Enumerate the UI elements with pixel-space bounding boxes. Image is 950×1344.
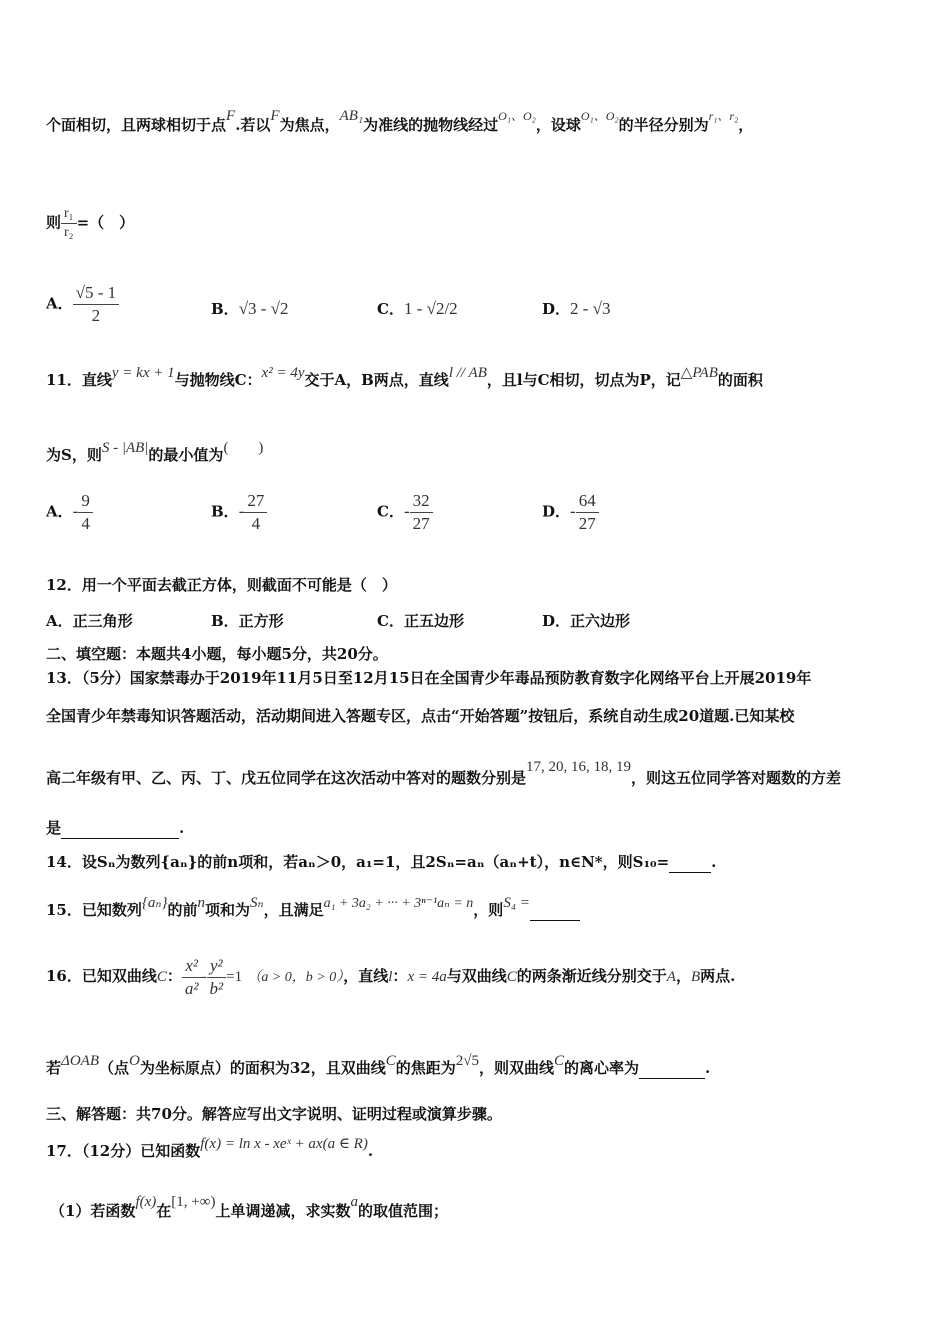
q13-line1: 13．（5分）国家禁毒办于2019年11月5日至12月15日在全国青少年毒品预防教育数字化网络平台上开展2019年 <box>46 669 812 687</box>
q10-option-b: B．√3 - √2 <box>211 299 289 318</box>
q14-line: 14．设Sₙ为数列{aₙ}的前n项和，若aₙ＞0，a₁=1，且2Sₙ=aₙ（aₙ+t），n∈N*，则S₁₀= . <box>46 853 717 871</box>
q16-answer-blank[interactable] <box>639 1058 705 1079</box>
q13-line4: 是 . <box>46 819 185 837</box>
section-3-heading: 三、解答题：共70分。解答应写出文字说明、证明过程或演算步骤。 <box>46 1105 502 1123</box>
q13-line2: 全国青少年禁毒知识答题活动，活动期间进入答题专区，点击“开始答题”按钮后，系统自动生成20道题.已知某校 <box>46 707 795 725</box>
q12-option-c: C．正五边形 <box>377 612 464 630</box>
q13-answer-blank[interactable] <box>61 818 179 839</box>
q11-line1: 11．直线y = kx + 1与抛物线C：x² = 4y交于A，B两点，直线l // AB，且l与C相切，切点为P，记△PAB的面积 <box>46 365 763 389</box>
q11-option-b: B．- $\frac{27}{4}$ <box>211 490 267 535</box>
q10-option-a: A． $\frac{√5 - 1}{2}$ <box>46 282 119 327</box>
q17-line1: 17．（12分）已知函数f(x) = ln x - xeˣ + ax(a ∈ R). <box>46 1136 374 1160</box>
q12-stem: 12．用一个平面去截正方体，则截面不可能是（ ） <box>46 576 397 594</box>
q12-option-a: A．正三角形 <box>46 612 133 630</box>
q16-line2: 若ΔOAB（点O为坐标原点）的面积为32，且双曲线C的焦距为2√5，则双曲线C的离心率为 . <box>46 1053 711 1077</box>
q16-line1: 16．已知双曲线C： $\frac{\text{x²}}{\text{a²}}$ - $\frac{\text{y²}}{\text{b²}}$ =1 （a > 0，b > 0），直线l：x = 4a与双曲线C的两条渐近线分别交于A，B两点. <box>46 955 736 998</box>
q15-line: 15．已知数列{aₙ}的前n项和为Sₙ，且满足a₁ + 3a₂ + ··· + 3ⁿ⁻¹aₙ = n，则S₄ = <box>46 900 910 922</box>
q13-line3: 高二年级有甲、乙、丙、丁、戊五位同学在这次活动中答对的题数分别是17, 20, 16, 18, 19，则这五位同学答对题数的方差 <box>46 759 842 787</box>
section-2-heading: 二、填空题：本题共4小题，每小题5分，共20分。 <box>46 645 388 663</box>
q10-line2: 则 $\frac{\text{r₁}}{\text{r₂}}$ =（ ） <box>46 206 135 240</box>
q12-option-b: B．正方形 <box>211 612 284 630</box>
q11-option-c: C．- $\frac{32}{27}$ <box>377 490 433 535</box>
q14-answer-blank[interactable] <box>669 852 711 873</box>
q17-part1: （1）若函数f(x)在[1, +∞)上单调递减，求实数a的取值范围； <box>50 1194 448 1220</box>
q11-line2: 为S，则S - |AB|的最小值为( ) <box>46 440 264 464</box>
q12-option-d: D．正六边形 <box>542 612 631 630</box>
q10-option-c: C．1 - √2/2 <box>377 299 458 318</box>
q10-option-d: D．2 - √3 <box>542 299 611 318</box>
q10-line1: 个面相切，且两球相切于点F.若以F为焦点，AB₁为准线的抛物线经过$^{O_1、O_2}$，设球$^{O_1、O_2}$的半径分别为$^{r_1、r_2}$， <box>46 108 754 134</box>
q15-answer-blank[interactable] <box>530 900 580 921</box>
q11-option-a: A．- $\frac{9}{4}$ <box>46 490 93 535</box>
q11-option-d: D．- $\frac{64}{27}$ <box>542 490 599 535</box>
